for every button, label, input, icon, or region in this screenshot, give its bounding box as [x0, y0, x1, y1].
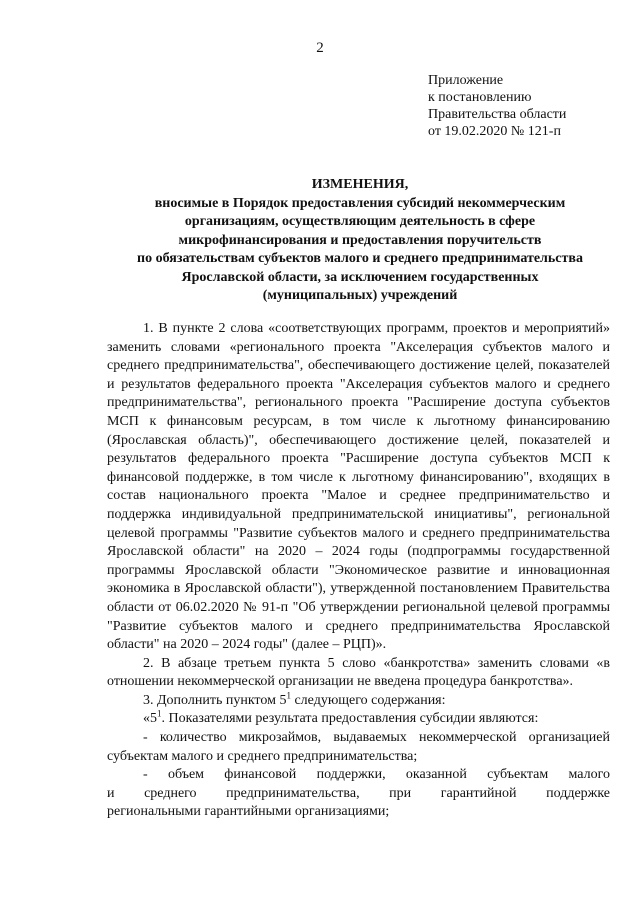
- superscript: 1: [286, 690, 291, 701]
- paragraph-4-text-end: . Показателями результата предоставления субсидии являются:: [161, 711, 539, 727]
- paragraph-6-line: и среднего предпринимательства, при гарантийной поддержке: [107, 785, 610, 801]
- page-number: 2: [316, 40, 324, 56]
- paragraph-1: 1. В пункте 2 слова «соответствующих программ, проектов и мероприятий» заменить словами «регионального проекта "Акселерация субъектов малого и среднего предпринимательства", обеспечивающего достижение целей, показателей и результатов федерального проекта "Акселерация субъектов малого и среднего предпринимательства", регионального проекта "Расширение доступа субъектов МСП к финансовым ресурсам, в том числе к льготному финансированию (Ярославская область)", обеспечивающего достижение целей, показателей и результатов федерального проекта "Расширение доступа субъектов МСП к финансовой поддержке, в том числе к льготному финансированию", входящих в состав национального проекта "Малое и среднее предпринимательство и поддержка индивидуальной предпринимательской инициативы", региональной целевой программы "Развитие субъектов малого и среднего предпринимательства Ярославской области" на 2020 – 2024 годы (подпрограммы государственной программы Ярославской области "Экономическое развитие и инновационная экономика в Ярославской области"), утвержденной постановлением Правительства области от 06.02.2020 № 91-п "Об утверждении региональной целевой программы "Развитие субъектов малого и среднего предпринимательства Ярославской области" на 2020 – 2024 годы" (далее – РЦП)».: [107, 321, 610, 653]
- superscript: 1: [157, 708, 162, 719]
- document-body: [107, 320, 610, 822]
- appendix-line: от 19.02.2020 № 121-п: [428, 124, 561, 139]
- title-heading: ИЗМЕНЕНИЯ,: [311, 177, 409, 192]
- title-line: вносимые в Порядок предоставления субсидий некоммерческим: [154, 195, 566, 211]
- paragraph-4: [107, 710, 610, 729]
- paragraph-3-text-end: следующего содержания:: [290, 692, 446, 708]
- title-line: (муниципальных) учреждений: [262, 288, 458, 303]
- title-line: по обязательствам субъектов малого и среднего предпринимательства: [137, 251, 583, 266]
- paragraph-3-text: 3. Дополнить пунктом 5: [143, 692, 287, 708]
- paragraph-5: - количество микрозаймов, выдаваемых некоммерческой организацией субъектам малого и среднего предпринимательства;: [107, 730, 610, 764]
- paragraph-3: [107, 692, 610, 711]
- document-title: [60, 176, 640, 306]
- paragraph-4-text: «5: [143, 711, 157, 727]
- title-line: организациям, осуществляющим деятельность в сфере: [184, 214, 536, 229]
- title-line: микрофинансирования и предоставления поручительств: [178, 232, 542, 248]
- title-line: Ярославской области, за исключением государственных: [181, 269, 539, 285]
- appendix-line: к постановлению: [428, 90, 532, 105]
- paragraph-6-line: региональными гарантийными организациями;: [107, 804, 390, 820]
- appendix-block: [428, 72, 566, 140]
- appendix-line: Правительства области: [428, 107, 567, 122]
- appendix-line: Приложение: [428, 73, 504, 88]
- paragraph-2: 2. В абзаце третьем пункта 5 слово «банкротства» заменить словами «в отношении некоммерческой организации не введена процедура банкротства».: [107, 655, 610, 690]
- paragraph-6-line: - объем финансовой поддержки, оказанной субъектам малого: [143, 767, 610, 783]
